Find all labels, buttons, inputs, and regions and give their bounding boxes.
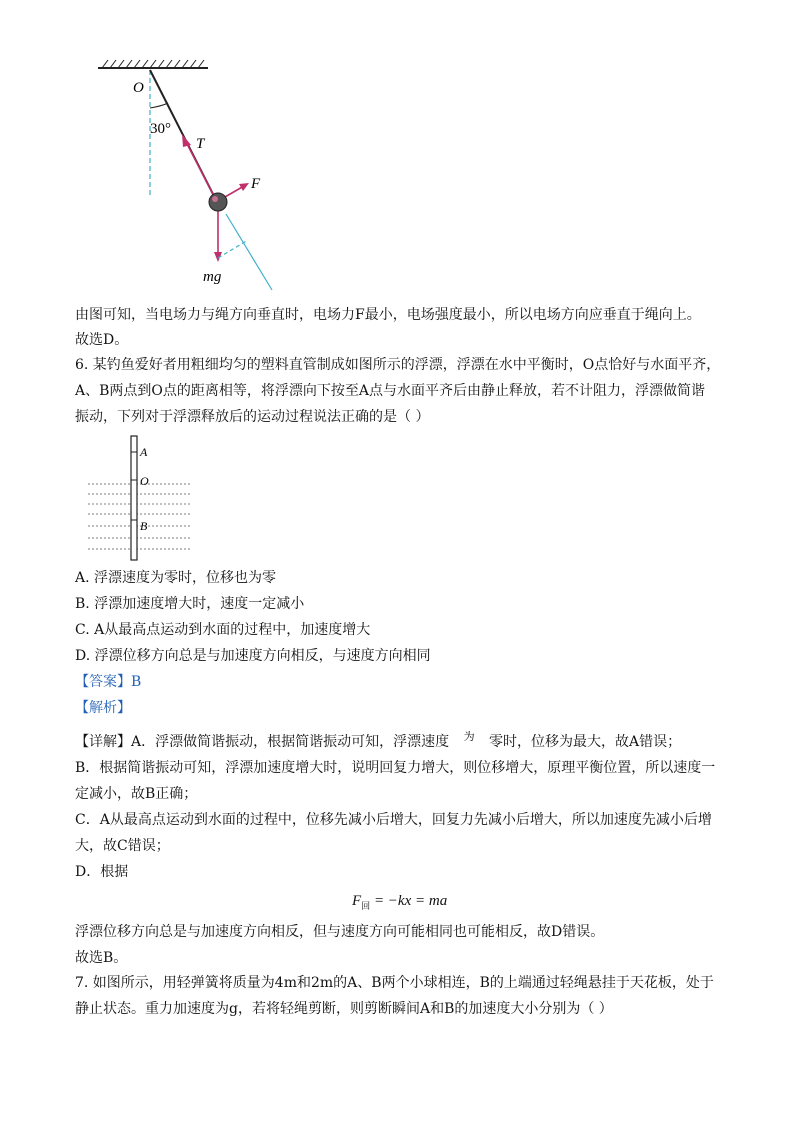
q6-detail-a-part2: 零时，位移为最大，故A错误；: [489, 734, 682, 750]
float-figure: [0, 432, 800, 572]
q6-detail-c-line2: 大，故C错误；: [75, 838, 170, 854]
q6-detail-b-line1: B．根据简谐振动可知，浮漂加速度增大时，说明回复力增大，则位移增大，原理平衡位置，所以速度一: [75, 760, 716, 776]
float-point-a-label: A: [140, 445, 148, 459]
q6-analysis-label: 【解析】: [75, 700, 131, 716]
q6-detail-a: [75, 727, 681, 752]
formula-rest: = −kx = ma: [370, 893, 448, 909]
q7-stem-line-1: 7. 如图所示，用轻弹簧将质量为4m和2m的A、B两个小球相连，B的上端通过轻绳悬挂于天花板，处于: [75, 975, 714, 991]
q6-detail-b-line2: 定减小，故B正确；: [75, 786, 198, 802]
q6-stem-line-3: 振动，下列对于浮漂释放后的运动过程说法正确的是（ ）: [75, 409, 430, 425]
q6-stem-line-1: 6. 某钓鱼爱好者用粗细均匀的塑料直管制成如图所示的浮漂，浮漂在水中平衡时，O点恰好与水面平齐，: [75, 357, 721, 373]
float-tube: [131, 436, 137, 560]
formula-f: F: [352, 893, 362, 909]
float-point-b-label: B: [140, 519, 148, 533]
charged-ball: [209, 193, 227, 211]
water-lines: [88, 484, 190, 549]
q6-stem-line-2: A、B两点到O点的距离相等，将浮漂向下按至A点与水面平齐后由静止释放，若不计阻力，浮漂做简谐: [75, 383, 705, 399]
force-f-label: F: [251, 176, 261, 192]
q6-detail-d-intro: D．根据: [75, 864, 129, 880]
q6-detail-c-line1: C．A从最高点运动到水面的过程中，位移先减小后增大，回复力先减小后增大，所以加速度先减小后增: [75, 812, 712, 828]
q6-detail-d-conclusion: 浮漂位移方向总是与加速度方向相反，但与速度方向可能相同也可能相反，故D错误。: [75, 924, 605, 940]
q6-detail-a-wei: 为: [463, 730, 475, 743]
q6-option-c: C. A从最高点运动到水面的过程中，加速度增大: [75, 622, 371, 638]
q5-conclusion: 故选D。: [75, 332, 129, 348]
perpendicular-dashed: [218, 240, 248, 258]
q6-option-a: A. 浮漂速度为零时，位移也为零: [75, 570, 277, 586]
q6-detail-a-part1: 【详解】A．浮漂做简谐振动，根据简谐振动可知，浮漂速度: [75, 734, 450, 750]
q6-option-d: D. 浮漂位移方向总是与加速度方向相反，与速度方向相同: [75, 648, 431, 664]
angle-arc: [150, 103, 168, 108]
restoring-force-formula: [352, 890, 447, 917]
q7-stem-line-2: 静止状态。重力加速度为g，若将轻绳剪断，则剪断瞬间A和B的加速度大小分别为（ ）: [75, 1001, 613, 1017]
q6-final-answer: 故选B。: [75, 950, 128, 966]
q6-option-b: B. 浮漂加速度增大时，速度一定减小: [75, 596, 305, 612]
pendulum-figure: [0, 0, 800, 300]
q5-explanation-line: 由图可知，当电场力与绳方向垂直时，电场力F最小，电场强度最小，所以电场方向应垂直于绳向上。: [75, 307, 701, 323]
rope-extension-dashed: [226, 214, 272, 290]
tension-arrow-head: [182, 134, 191, 147]
point-o-label: O: [133, 80, 144, 96]
mg-label: mg: [203, 269, 222, 285]
ceiling-hatch: [102, 60, 204, 68]
tension-label: T: [196, 136, 205, 152]
float-point-o-label: O: [140, 474, 149, 488]
angle-label: 30°: [150, 121, 171, 137]
electric-force-arrow-head: [239, 183, 249, 191]
formula-subscript: 回: [361, 902, 371, 912]
q6-answer: 【答案】B: [75, 674, 142, 690]
